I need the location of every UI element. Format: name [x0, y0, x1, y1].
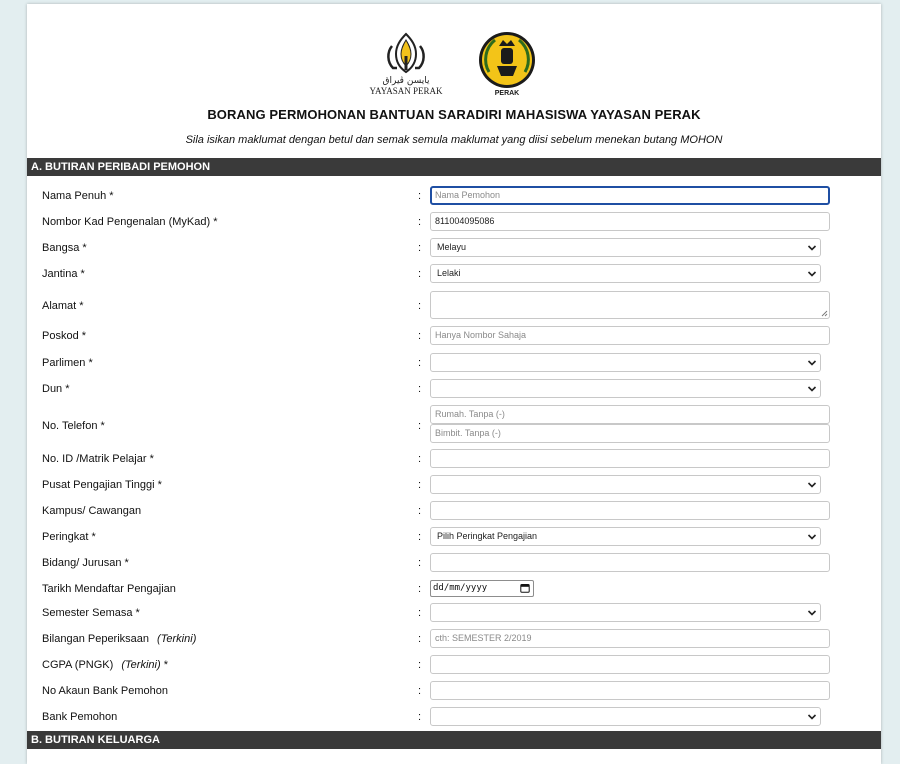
- svg-text:PERAK: PERAK: [494, 90, 520, 97]
- parlimen-label: Parlimen *: [42, 357, 93, 369]
- nama-placeholder: Nama Pemohon: [435, 190, 501, 200]
- matrik-label: No. ID /Matrik Pelajar *: [42, 453, 154, 465]
- cgpa-note: (Terkini): [121, 659, 161, 671]
- peperiksaan-placeholder: cth: SEMESTER 2/2019: [435, 633, 532, 643]
- peringkat-value: Pilih Peringkat Pengajian: [437, 531, 538, 541]
- colon: :: [418, 633, 422, 645]
- colon: :: [418, 659, 422, 671]
- colon: :: [418, 711, 422, 723]
- chevron-down-icon: [807, 243, 817, 253]
- kampus-label: Kampus/ Cawangan: [42, 505, 142, 517]
- form-instructions: Sila isikan maklumat dengan betul dan semak semula maklumat yang diisi sebelum menekan butang MOHON: [185, 134, 723, 146]
- chevron-down-icon: [807, 608, 817, 618]
- poskod-label: Poskod *: [42, 330, 87, 342]
- nama-input[interactable]: [430, 186, 830, 205]
- bidang-input[interactable]: [430, 553, 830, 572]
- semester-select[interactable]: [430, 603, 821, 622]
- colon: :: [418, 383, 422, 395]
- chevron-down-icon: [807, 532, 817, 542]
- section-a-header: A. BUTIRAN PERIBADI PEMOHON: [27, 158, 881, 176]
- cgpa-label: [42, 659, 168, 671]
- peperiksaan-input[interactable]: [430, 629, 830, 648]
- akaun-bank-input[interactable]: [430, 681, 830, 700]
- cgpa-label-text: CGPA (PNGK): [42, 659, 114, 671]
- matrik-input[interactable]: [430, 449, 830, 468]
- resize-grip-icon[interactable]: [821, 310, 828, 317]
- pusat-pengajian-select[interactable]: [430, 475, 821, 494]
- tarikh-date-input[interactable]: [430, 580, 534, 597]
- svg-text:YAYASAN PERAK: YAYASAN PERAK: [369, 86, 443, 96]
- alamat-textarea[interactable]: [430, 291, 830, 319]
- mykad-input[interactable]: 811004095086: [430, 212, 830, 231]
- yayasan-perak-logo: [369, 32, 443, 96]
- bank-label: Bank Pemohon: [42, 711, 118, 723]
- logo-area: [27, 28, 881, 100]
- cgpa-input[interactable]: [430, 655, 830, 674]
- colon: :: [418, 216, 422, 228]
- dun-label: Dun *: [42, 383, 70, 395]
- colon: :: [418, 479, 422, 491]
- colon: :: [418, 531, 422, 543]
- bangsa-value: Melayu: [437, 242, 467, 252]
- form-title: BORANG PERMOHONAN BANTUAN SARADIRI MAHASISWA YAYASAN PERAK: [207, 107, 701, 122]
- semester-label: Semester Semasa *: [42, 607, 140, 619]
- chevron-down-icon: [807, 269, 817, 279]
- peringkat-select[interactable]: [430, 527, 821, 546]
- bidang-label: Bidang/ Jurusan *: [42, 557, 129, 569]
- peperiksaan-label-text: Bilangan Peperiksaan: [42, 633, 150, 645]
- colon: :: [418, 607, 422, 619]
- chevron-down-icon: [807, 712, 817, 722]
- mykad-label: Nombor Kad Pengenalan (MyKad) *: [42, 216, 218, 228]
- telefon-bimbit-input[interactable]: [430, 424, 830, 443]
- peperiksaan-label: [42, 633, 196, 645]
- chevron-down-icon: [807, 384, 817, 394]
- parlimen-select[interactable]: [430, 353, 821, 372]
- colon: :: [418, 685, 422, 697]
- alamat-label: Alamat *: [42, 300, 84, 312]
- colon: :: [418, 357, 422, 369]
- chevron-down-icon: [807, 480, 817, 490]
- jantina-select[interactable]: [430, 264, 821, 283]
- jantina-value: Lelaki: [437, 268, 461, 278]
- poskod-input[interactable]: [430, 326, 830, 345]
- calendar-icon[interactable]: [520, 583, 530, 593]
- kampus-input[interactable]: [430, 501, 830, 520]
- jantina-label: Jantina *: [42, 268, 85, 280]
- telefon-bimbit-placeholder: Bimbit. Tanpa (-): [435, 428, 501, 438]
- section-b-header: B. BUTIRAN KELUARGA: [27, 731, 881, 749]
- colon: :: [418, 505, 422, 517]
- akaun-bank-label: No Akaun Bank Pemohon: [42, 685, 168, 697]
- cgpa-required-star: *: [160, 659, 168, 671]
- svg-text:يايسن ڤيراق: يايسن ڤيراق: [382, 76, 430, 86]
- colon: :: [418, 453, 422, 465]
- application-form-page: [27, 4, 881, 764]
- colon: :: [418, 190, 422, 202]
- bangsa-label: Bangsa *: [42, 242, 87, 254]
- telefon-rumah-placeholder: Rumah. Tanpa (-): [435, 409, 505, 419]
- colon: :: [418, 330, 422, 342]
- pusat-pengajian-label: Pusat Pengajian Tinggi *: [42, 479, 162, 491]
- colon: :: [418, 300, 422, 312]
- bangsa-select[interactable]: [430, 238, 821, 257]
- colon: :: [418, 583, 422, 595]
- colon: :: [418, 420, 422, 432]
- perak-crest-logo: [475, 28, 539, 98]
- colon: :: [418, 268, 422, 280]
- telefon-label: No. Telefon *: [42, 420, 105, 432]
- colon: :: [418, 557, 422, 569]
- dun-select[interactable]: [430, 379, 821, 398]
- chevron-down-icon: [807, 358, 817, 368]
- telefon-rumah-input[interactable]: [430, 405, 830, 424]
- peperiksaan-note: (Terkini): [157, 633, 197, 645]
- bank-select[interactable]: [430, 707, 821, 726]
- nama-label: Nama Penuh *: [42, 190, 114, 202]
- tarikh-value: dd/mm/yyyy: [433, 583, 488, 593]
- colon: :: [418, 242, 422, 254]
- peringkat-label: Peringkat *: [42, 531, 96, 543]
- tarikh-label: Tarikh Mendaftar Pengajian: [42, 583, 176, 595]
- poskod-placeholder: Hanya Nombor Sahaja: [435, 330, 527, 340]
